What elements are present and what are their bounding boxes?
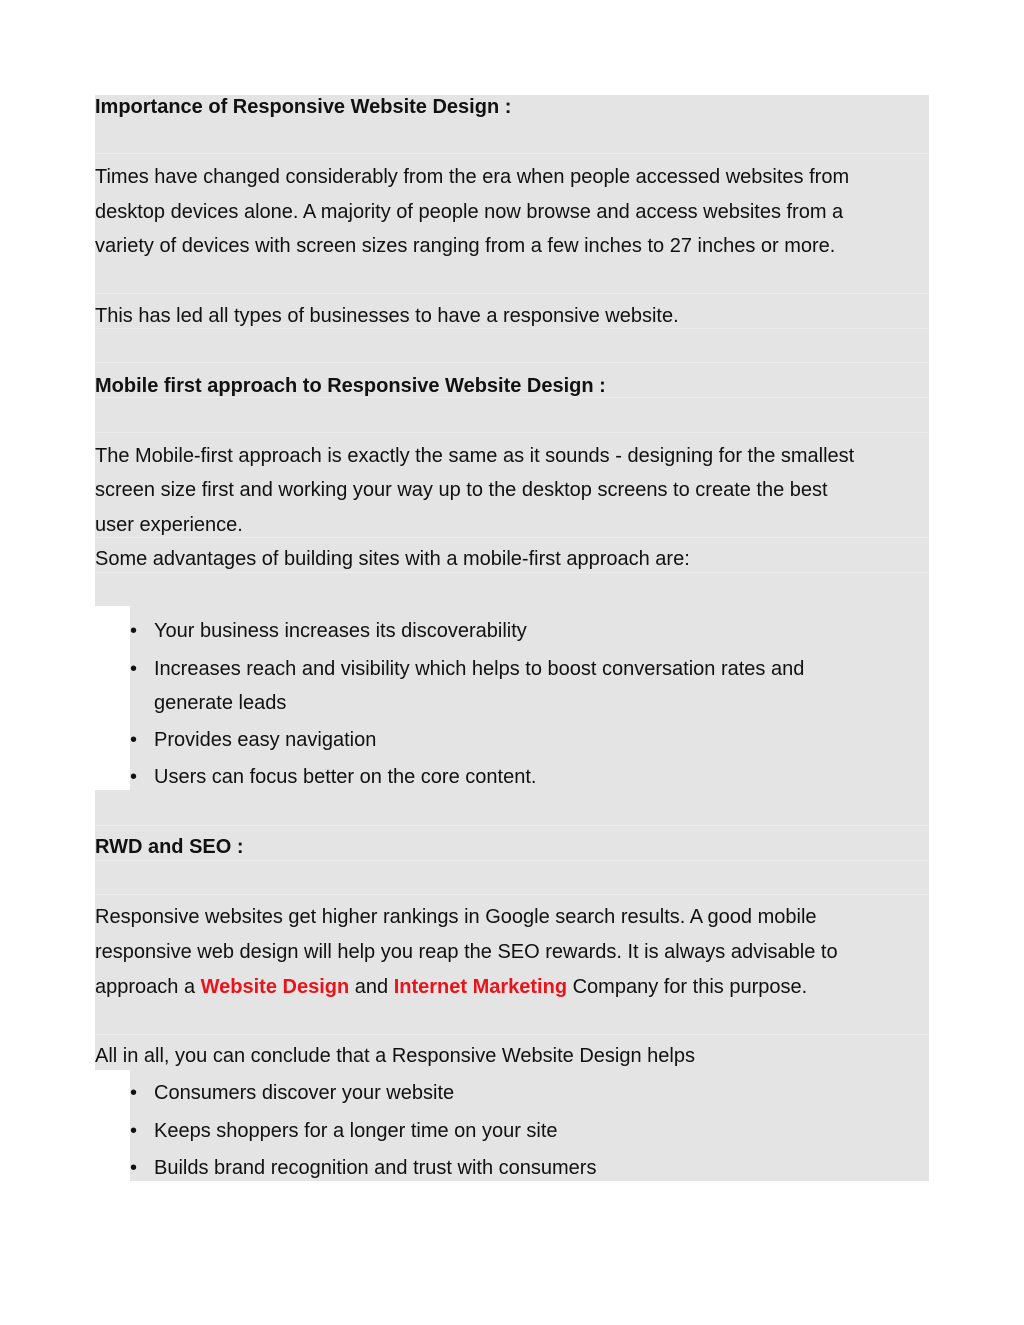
- para-seo-text: approach a: [95, 976, 201, 998]
- para-times-line-3: variety of devices with screen sizes ranging from a few inches to 27 inches or more.: [95, 235, 836, 257]
- para-seo-line-3: [95, 970, 929, 1005]
- list-item-advantage: Your business increases its discoverability: [154, 620, 527, 642]
- para-conclude: All in all, you can conclude that a Responsive Website Design helps: [95, 1045, 695, 1067]
- list-item-advantage-continued: generate leads: [154, 692, 287, 714]
- list-item-advantage: Provides easy navigation: [154, 729, 377, 751]
- para-mobile-line-2: screen size first and working your way up to the desktop screens to create the best: [95, 479, 828, 501]
- heading-rwd-seo: RWD and SEO :: [95, 836, 244, 858]
- list-item-conclusion: Consumers discover your website: [154, 1082, 455, 1104]
- bullet-dot: •: [130, 1157, 138, 1179]
- para-seo-text: and: [349, 976, 394, 998]
- bullet-dot: •: [130, 620, 138, 642]
- line-rule: [95, 894, 929, 895]
- list-item-conclusion: Builds brand recognition and trust with consumers: [154, 1157, 597, 1179]
- website-design-link[interactable]: Website Design: [200, 976, 350, 998]
- line-rule: [95, 825, 929, 826]
- bullet-dot: •: [130, 1120, 138, 1142]
- line-rule: [95, 362, 929, 363]
- bullet-dot: •: [130, 729, 138, 751]
- list-item-advantage: Users can focus better on the core content.: [154, 766, 537, 788]
- line-rule: [95, 153, 929, 154]
- para-seo-text: Company for this purpose.: [567, 976, 808, 998]
- para-seo-line-1: Responsive websites get higher rankings in Google search results. A good mobile: [95, 906, 817, 928]
- para-mobile-line-3: user experience.: [95, 514, 243, 536]
- para-mobile-line-4: Some advantages of building sites with a mobile-first approach are:: [95, 548, 690, 570]
- para-led: This has led all types of businesses to have a responsive website.: [95, 305, 679, 327]
- bullet-dot: •: [130, 658, 138, 680]
- line-rule: [95, 432, 929, 433]
- line-rule: [95, 1034, 929, 1035]
- para-times-line-2: desktop devices alone. A majority of people now browse and access websites from a: [95, 201, 844, 223]
- para-mobile-line-1: The Mobile-first approach is exactly the same as it sounds - designing for the smallest: [95, 445, 855, 467]
- line-rule: [95, 293, 929, 294]
- bullet-dot: •: [130, 766, 138, 788]
- list-item-conclusion: Keeps shoppers for a longer time on your site: [154, 1120, 558, 1142]
- internet-marketing-link[interactable]: Internet Marketing: [393, 976, 568, 998]
- heading-mobile-first: Mobile first approach to Responsive Website Design :: [95, 375, 606, 397]
- para-times-line-1: Times have changed considerably from the era when people accessed websites from: [95, 166, 850, 188]
- bullet-dot: •: [130, 1082, 138, 1104]
- list-item-advantage: Increases reach and visibility which helps to boost conversation rates and: [154, 658, 805, 680]
- para-seo-line-2: responsive web design will help you reap the SEO rewards. It is always advisable to: [95, 941, 838, 963]
- heading-importance: Importance of Responsive Website Design :: [95, 96, 512, 118]
